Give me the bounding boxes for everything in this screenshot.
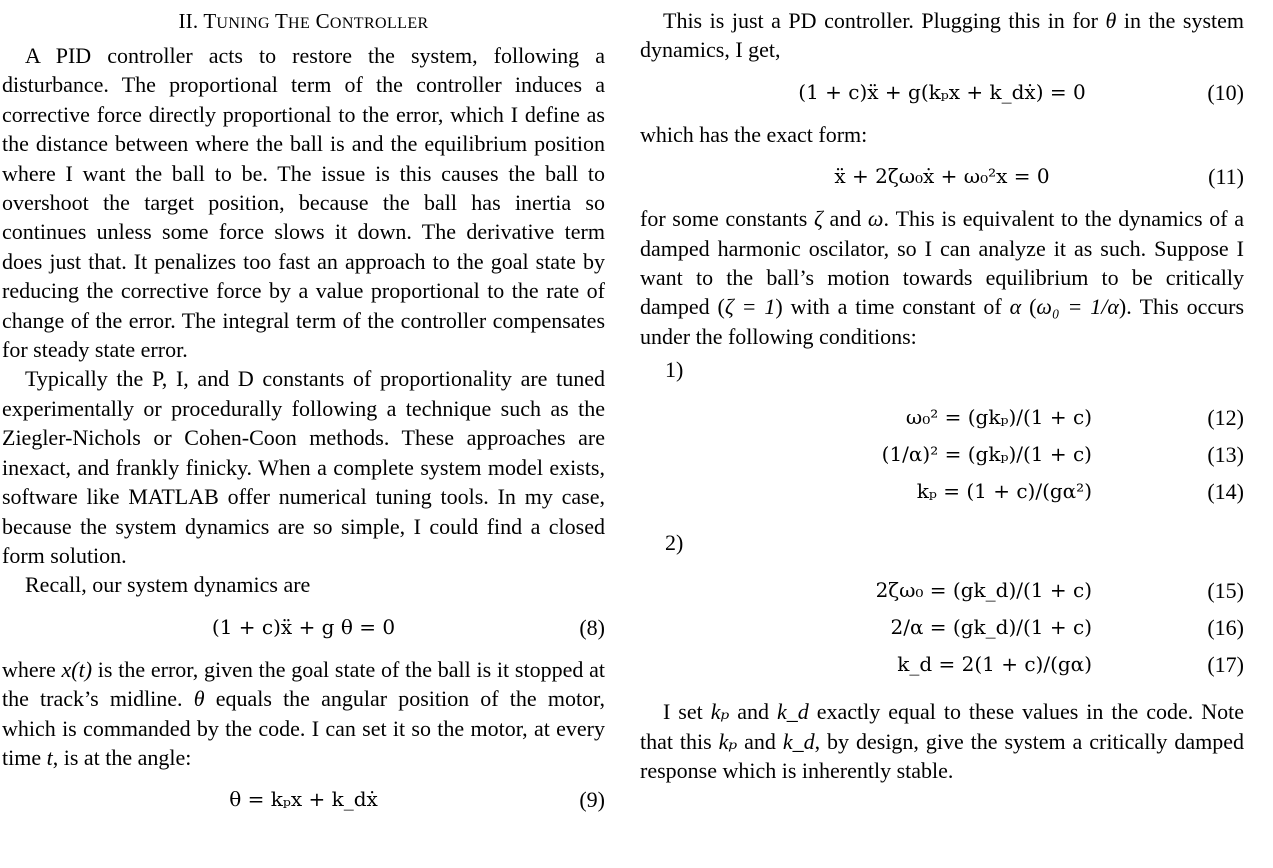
equation-17-number: (17) [1207,652,1244,678]
equation-9-number: (9) [579,787,605,813]
paragraph-pid-intro: A PID controller acts to restore the system, following a disturbance. The proportional term of the controller induces a corrective force directly proportional to the error, which I define as the distance between where the ball is and the equilibrium position where I want the ball to be. The issue is this causes the ball to overshoot the target position, because the ball has inertia so continues unless some force slows it down. The derivative term does just that. It penalizes too fast an approach to the goal state by reducing the corrective force by a value proportional to the rate of change of the error. The integral term of the controller compensates for steady state error. [2,43,605,363]
list-item-2-label: 2) [665,530,684,556]
paragraph-exact-form: which has the exact form: [640,121,868,147]
text-span: and [729,699,777,725]
math-kp: kₚ [710,699,730,725]
text-span: exactly equal to these values in the code. Note that this [640,699,1245,754]
text-span: ) with a time constant of [775,294,1010,320]
text-span: ). This occurs under the following conditions: [640,294,1245,349]
text-span: and [737,728,783,754]
equation-13-expression: (1/α)² = (gkₚ)/(1 + c) [881,442,1092,467]
equation-14-expression: kₚ = (1 + c)/(gα²) [916,479,1092,504]
heading-word3-rest: ONTROLLER [329,15,429,32]
math-theta: θ [193,686,205,712]
heading-word2-initial: T [275,9,289,33]
equation-8 [2,609,605,645]
equation-12-expression: ω₀² = (gkₚ)/(1 + c) [905,405,1092,430]
equation-15-number: (15) [1207,578,1244,604]
math-t: t [46,744,53,770]
equation-10-expression: (1 + c)ẍ + g(kₚx + k_dẋ) = 0 [798,79,1086,104]
paragraph-error-definition [2,655,605,773]
heading-numeral: II. [178,9,199,33]
math-kd: k_d [782,728,815,754]
equation-11 [640,158,1244,194]
text-span: where [2,656,62,682]
equation-12 [640,399,1244,436]
equation-16-expression: 2/α = (gk_d)/(1 + c) [890,615,1092,640]
list-item-1-label: 1) [665,357,684,383]
paragraph-damped-oscillator [640,204,1244,351]
math-theta: θ [1105,8,1117,33]
heading-word1-initial: T [203,9,217,33]
equation-15 [640,572,1244,609]
math-kd: k_d [777,699,809,725]
heading-word3-initial: C [315,9,330,33]
text-span: . This is equivalent to the dynamics of a damped harmonic oscilator, so I can analyze it as such. Suppose I want to the ball’s motion towards equilibrium to be critically damped ( [640,206,1245,320]
paragraph-recall: Recall, our system dynamics are [25,572,311,598]
heading-word1-rest: UNING [216,15,270,32]
text-span: , is at the angle: [52,744,192,770]
equation-8-number: (8) [579,614,605,640]
equation-16 [640,609,1244,646]
paragraph-tuning-methods: Typically the P, I, and D constants of proportionality are tuned experimentally or procedurally following a technique such as the Ziegler-Nichols or Cohen-Coon methods. These approaches are inexact, and frankly finicky. When a complete system model exists, software like MATLAB offer numerical tuning tools. In my case, because the system dynamics are so simple, I could find a closed form solution. [2,366,605,568]
equation-11-number: (11) [1208,164,1244,190]
math-zeta-equals-one: ζ = 1 [724,294,776,320]
equation-16-number: (16) [1207,615,1244,641]
equation-10 [640,74,1244,110]
text-span: This is just a PD controller. Plugging this in for [663,8,1106,33]
paragraph-conclusion [640,697,1244,785]
text-span: is the error, given the goal state of the ball is it stopped at the track’s midline. [2,656,606,712]
text-span: equals the angular position of the motor, which is commanded by the code. I can set it so the motor, at every time [2,686,606,770]
right-column [640,0,1244,785]
equation-14-number: (14) [1207,479,1244,505]
heading-word2-rest: HE [288,15,311,32]
math-omega-zero-equation: ω₀ = 1/α [1036,294,1119,320]
equation-17 [640,646,1244,683]
equation-8-expression: (1 + c)ẍ + g θ = 0 [211,614,396,639]
math-kp: kₚ [718,728,738,754]
text-span: and [822,206,868,232]
left-column [2,0,605,827]
equation-15-expression: 2ζω₀ = (gk_d)/(1 + c) [875,578,1092,603]
text-span: in the system dynamics, I get, [640,8,1244,63]
equation-14 [640,473,1244,510]
equation-12-number: (12) [1207,405,1244,431]
text-span: , by design, give the system a critically damped response which is inherently stable. [640,728,1244,784]
text-span: I set [663,699,711,725]
math-x-of-t: x(t) [61,656,93,682]
section-heading [2,8,605,37]
equation-9-expression: θ = kₚx + k_dẋ [229,787,378,812]
equation-9 [2,781,605,817]
math-alpha: α [1009,294,1022,320]
text-span: ( [1021,294,1037,320]
equation-10-number: (10) [1207,79,1244,105]
math-zeta: ζ [813,206,823,232]
equation-17-expression: k_d = 2(1 + c)/(gα) [897,652,1092,677]
text-span: for some constants [640,206,814,232]
equation-13 [640,436,1244,473]
math-omega: ω [867,206,884,232]
paragraph-pd-controller [640,6,1244,65]
equation-11-expression: ẍ + 2ζω₀ẋ + ω₀²x = 0 [834,164,1050,189]
equation-13-number: (13) [1207,442,1244,468]
